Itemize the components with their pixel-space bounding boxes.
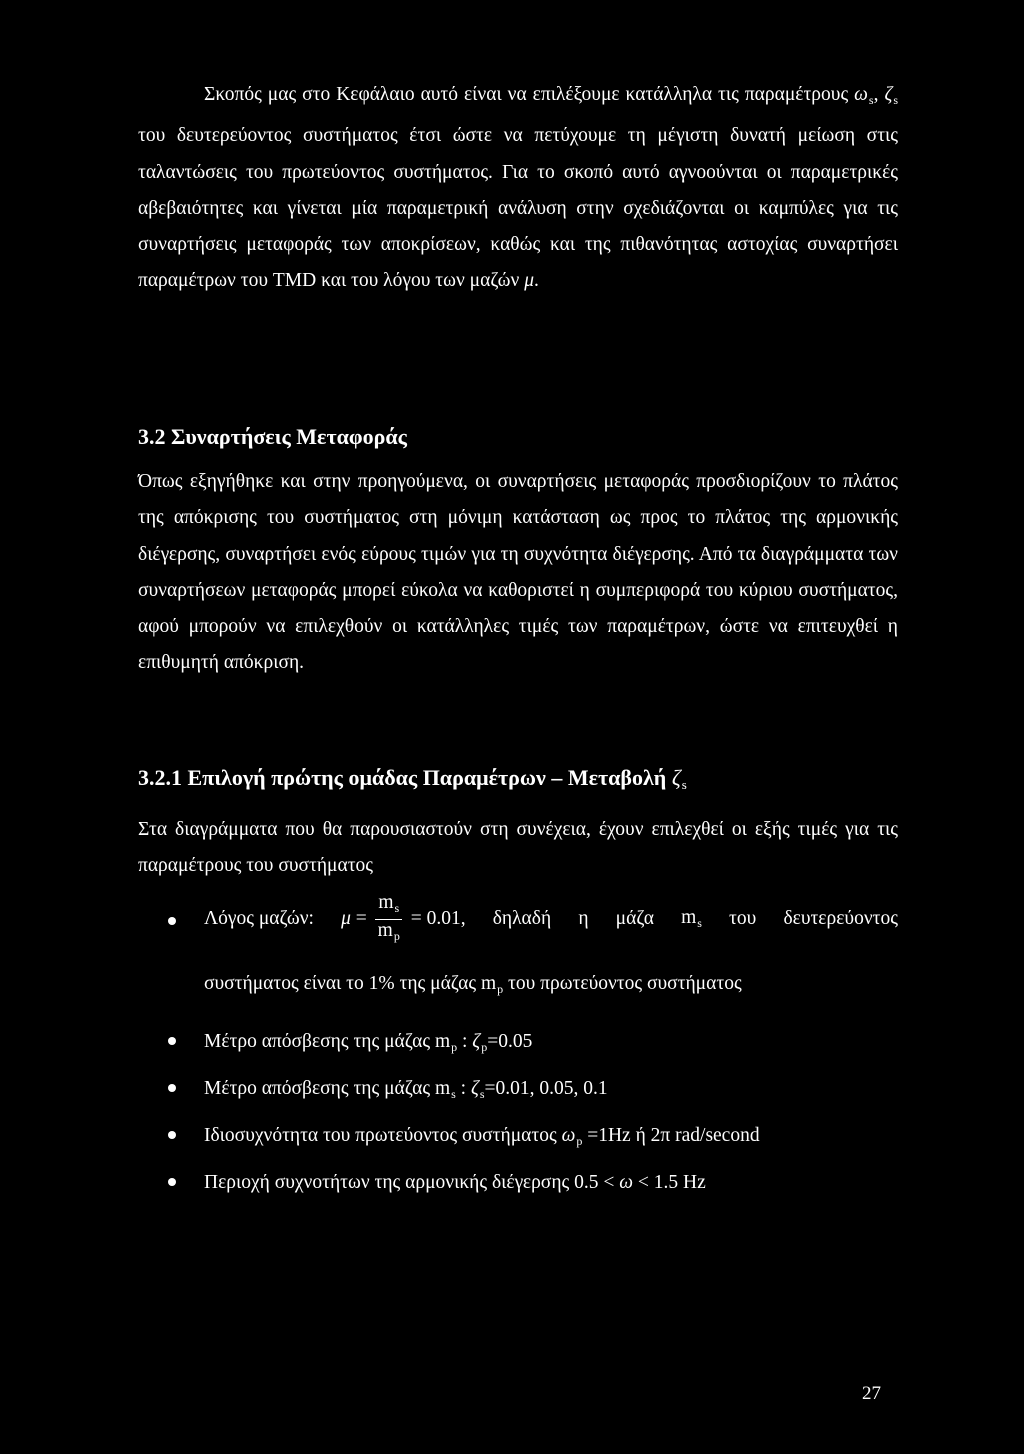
list-item-damping-ms: Μέτρο απόσβεσης της μάζας $m_s$ : $\zeta_s=0.01$, 0.05, 0.1	[138, 1071, 898, 1118]
list-item-mass-ratio-continued: συστήματος είναι το 1% της μάζας $m_p$ του πρωτεύοντος συστήματος	[204, 973, 742, 996]
section-3-2-heading: 3.2 Συναρτήσεις Μεταφοράς	[138, 424, 407, 449]
bullet-dot	[168, 1084, 176, 1092]
bullet-dot	[168, 1037, 176, 1045]
section-3-2-1-paragraph: Στα διαγράμματα που θα παρουσιαστούν στη συνέχεια, έχουν επιλεχθεί οι εξής τιμές για τις παραμέτρους του συστήματος	[138, 819, 898, 877]
mu-symbol: μ	[524, 270, 535, 292]
section-3-2-paragraph: Όπως εξηγήθηκε και στην προηγούμενα, οι συναρτήσεις μεταφοράς προσδιορίζουν το πλάτος της απόκρισης του συστήματος στη μόνιμη κατάσταση ως προς το πλάτος της αρμονικής διέγερσης, συναρτήσει ενός εύρους τιμών για τη συχνότητα διέγερσης. Από τα διαγράμματα των συναρτήσεων μεταφοράς μπορεί εύκολα να καθοριστεί η συμπεριφορά του κύριου συστήματος, αφού μπορούν να επιλεχθούν οι κατάλληλες τιμές των παραμέτρων, ώστε να επιτευχθεί η επιθυμητή απόκριση.	[138, 471, 898, 674]
list-item-mass-ratio: Λόγος μαζών: μ = $\frac{m_s}{m_p}$ = 0.01, δηλαδή η μάζα $m_s$ του δευτερεύοντος	[138, 884, 898, 954]
list-item-damping-mp: Μέτρο απόσβεσης της μάζας $m_p$ : $\zeta_p=0.05$	[138, 1024, 898, 1071]
omega-s-symbol: $\omega_s$	[854, 84, 874, 107]
zeta-s-symbol: $\zeta_s$	[884, 84, 899, 107]
intro-text-1: Σκοπός μας στο Κεφάλαιο αυτό είναι να επιλέξουμε κατάλληλα τις παραμέτρους	[204, 84, 855, 105]
list-item-natural-frequency: Ιδιοσυχνότητα του πρωτεύοντος συστήματος $\omega_p =1Hz$ ή 2π rad/second	[138, 1118, 898, 1165]
bullet-dot	[168, 917, 176, 925]
mass-fraction: $\frac{m_s}{m_p}$	[375, 892, 403, 947]
intro-paragraph: Σκοπός μας στο Κεφάλαιο αυτό είναι να επιλέξουμε κατάλληλα τις παραμέτρους $\omega_s$, $\zeta_s$ του δευτερεύοντος συστήματος έτσι ώστε να πετύχουμε τη μέγιστη δυνατή μείωση στις ταλαντώσεις του πρωτεύοντος συστήματος. Για το σκοπό αυτό αγνοούνται οι παραμετρικές αβεβαιότητες και γίνεται μία παραμετρική ανάλυση στην σχεδιάζονται οι καμπύλες για τις συναρτήσεις μεταφοράς των αποκρίσεων, καθώς και της πιθανότητας αστοχίας συναρτήσει παραμέτρων του TMD και του λόγου των μαζών μ.	[138, 84, 899, 292]
mass-ratio-formula: μ = $\frac{m_s}{m_p}$ = 0.01,	[341, 892, 465, 947]
bullet-dot	[168, 1178, 176, 1186]
section-3-2-1-heading: 3.2.1 Επιλογή πρώτης ομάδας Παραμέτρων – Μεταβολή $\zeta_s$	[138, 765, 687, 792]
page-number: 27	[862, 1383, 881, 1404]
zeta-s-symbol-heading: $\zeta_s$	[671, 765, 687, 792]
parameter-list	[138, 884, 898, 1212]
intro-text-2: του δευτερεύοντος συστήματος έτσι ώστε να πετύχουμε τη μέγιστη δυνατή μείωση στις ταλαντώσεις του πρωτεύοντος συστήματος. Για το σκοπό αυτό αγνοούνται οι παραμετρικές αβεβαιότητες και γίνεται μία παραμετρική ανάλυση στην σχεδιάζονται οι καμπύλες για τις συναρτήσεις μεταφοράς των αποκρίσεων, καθώς και της πιθανότητας αστοχίας συναρτήσει παραμέτρων του TMD και του λόγου των μαζών	[138, 125, 898, 292]
list-item-frequency-range: Περιοχή συχνοτήτων της αρμονικής διέγερσης 0.5 < ω < 1.5 Hz	[138, 1165, 898, 1212]
bullet-dot	[168, 1131, 176, 1139]
